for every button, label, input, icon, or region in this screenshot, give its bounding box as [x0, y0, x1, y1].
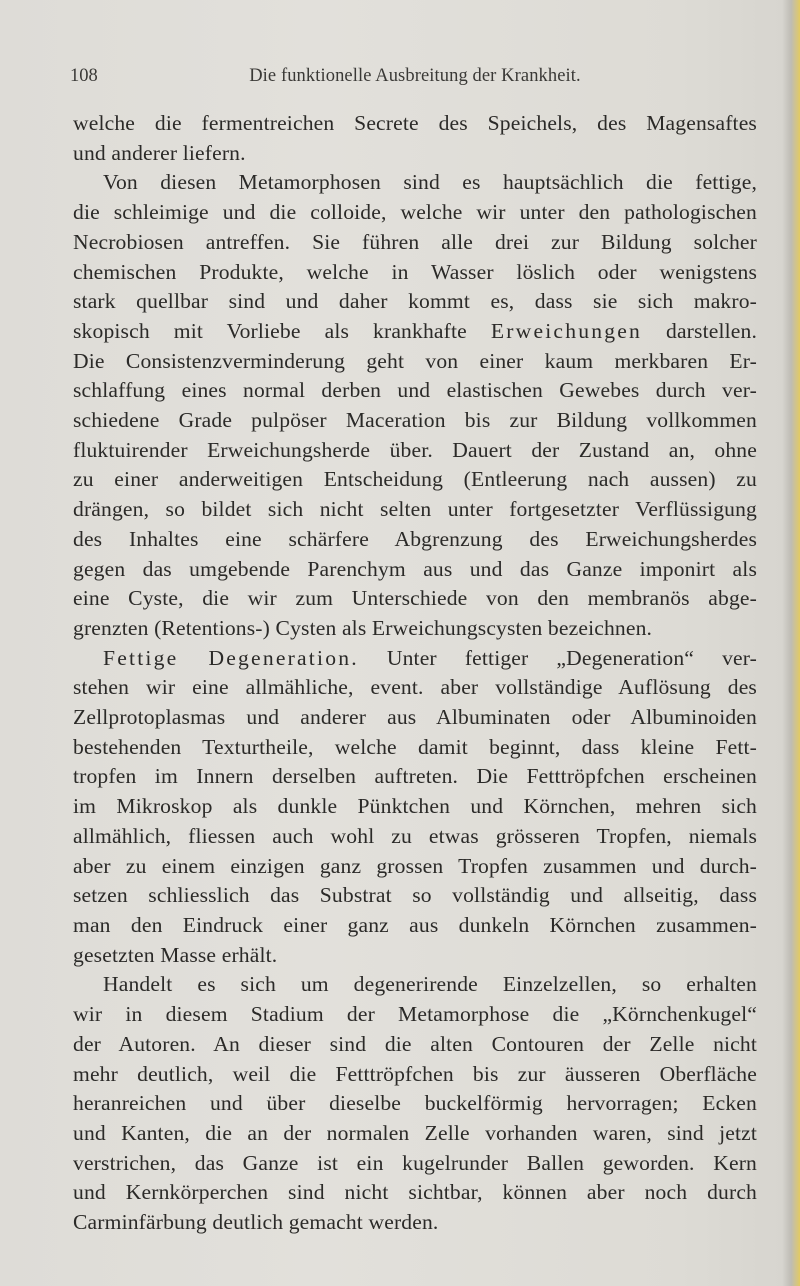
- text-line: wir in diesem Stadium der Metamorphose die „Körnchenkugel“: [73, 1002, 757, 1027]
- page-header: [70, 66, 760, 90]
- body-text: [73, 109, 757, 1238]
- text-line: Zellprotoplasmas und anderer aus Albuminaten oder Albuminoiden: [73, 705, 757, 730]
- text-line: fluktuirender Erweichungsherde über. Dauert der Zustand an, ohne: [73, 437, 757, 462]
- text-line: die schleimige und die colloide, welche wir unter den pathologischen: [73, 200, 757, 225]
- text-line: gegen das umgebende Parenchym aus und das Ganze imponirt als: [73, 556, 757, 581]
- text-line: eine Cyste, die wir zum Unterschiede von den membranös abge-: [73, 586, 757, 611]
- text-line: im Mikroskop als dunkle Pünktchen und Körnchen, mehren sich: [73, 794, 757, 819]
- text-line: Handelt es sich um degenerirende Einzelzellen, so erhalten: [103, 972, 757, 997]
- text-segment: skopisch mit Vorliebe als krankhafte: [73, 318, 491, 343]
- text-line: drängen, so bildet sich nicht selten unter fortgesetzter Verflüssigung: [73, 497, 757, 522]
- text-line: man den Eindruck einer ganz aus dunkeln Körnchen zusammen-: [73, 912, 757, 937]
- text-line: schiedene Grade pulpöser Maceration bis zur Bildung vollkommen: [73, 408, 757, 433]
- text-line: stark quellbar sind und daher kommt es, dass sie sich makro-: [73, 289, 757, 314]
- text-line: bestehenden Texturtheile, welche damit beginnt, dass kleine Fett-: [73, 734, 757, 759]
- text-line: Die Consistenzverminderung geht von einer kaum merkbaren Er-: [73, 348, 757, 373]
- text-line: tropfen im Innern derselben auftreten. Die Fetttröpfchen erscheinen: [73, 764, 757, 789]
- text-line: stehen wir eine allmähliche, event. aber vollständige Auflösung des: [73, 675, 757, 700]
- text-line: setzen schliesslich das Substrat so vollständig und allseitig, dass: [73, 883, 757, 908]
- text-line: und Kanten, die an der normalen Zelle vorhanden waren, sind jetzt: [73, 1120, 757, 1145]
- text-line: der Autoren. An dieser sind die alten Contouren der Zelle nicht: [73, 1031, 757, 1056]
- running-title: Die funktionelle Ausbreitung der Krankheit.: [249, 66, 581, 86]
- text-line: welche die fermentreichen Secrete des Speichels, des Magensaftes: [73, 111, 757, 135]
- text-line: und anderer liefern.: [73, 140, 246, 165]
- spaced-emphasis-text: Erweichungen: [490, 318, 642, 343]
- spaced-emphasis-text: Fettige Degeneration.: [103, 645, 359, 670]
- text-line: allmählich, fliessen auch wohl zu etwas grösseren Tropfen, niemals: [73, 823, 757, 848]
- text-line: Necrobiosen antreffen. Sie führen alle drei zur Bildung solcher: [73, 229, 757, 254]
- text-segment: darstellen.: [642, 318, 757, 343]
- text-line: und Kernkörperchen sind nicht sichtbar, können aber noch durch: [73, 1180, 757, 1205]
- text-line: grenzten (Retentions-) Cysten als Erweichungscysten bezeichnen.: [73, 615, 653, 640]
- text-line: zu einer anderweitigen Entscheidung (Entleerung nach aussen) zu: [73, 467, 757, 492]
- text-line: heranreichen und über dieselbe buckelförmig hervorragen; Ecken: [73, 1091, 757, 1116]
- text-line: [73, 644, 757, 674]
- page-number: 108: [70, 66, 98, 86]
- text-line: [73, 317, 757, 347]
- text-line: gesetzten Masse erhält.: [73, 942, 278, 967]
- text-line: schlaffung eines normal derben und elastischen Gewebes durch ver-: [73, 378, 757, 403]
- text-line: des Inhaltes eine schärfere Abgrenzung des Erweichungsherdes: [73, 526, 757, 551]
- text-segment: Unter fettiger „Degeneration“ ver-: [358, 645, 757, 670]
- text-line: Von diesen Metamorphosen sind es hauptsächlich die fettige,: [103, 170, 757, 195]
- text-line: chemischen Produkte, welche in Wasser löslich oder wenigstens: [73, 259, 757, 284]
- text-line: aber zu einem einzigen ganz grossen Tropfen zusammen und durch-: [73, 853, 757, 878]
- text-line: mehr deutlich, weil die Fetttröpfchen bis zur äusseren Oberfläche: [73, 1061, 757, 1086]
- page-edge: [782, 0, 800, 1286]
- text-line: verstrichen, das Ganze ist ein kugelrunder Ballen geworden. Kern: [73, 1150, 757, 1175]
- text-line: Carminfärbung deutlich gemacht werden.: [73, 1210, 439, 1235]
